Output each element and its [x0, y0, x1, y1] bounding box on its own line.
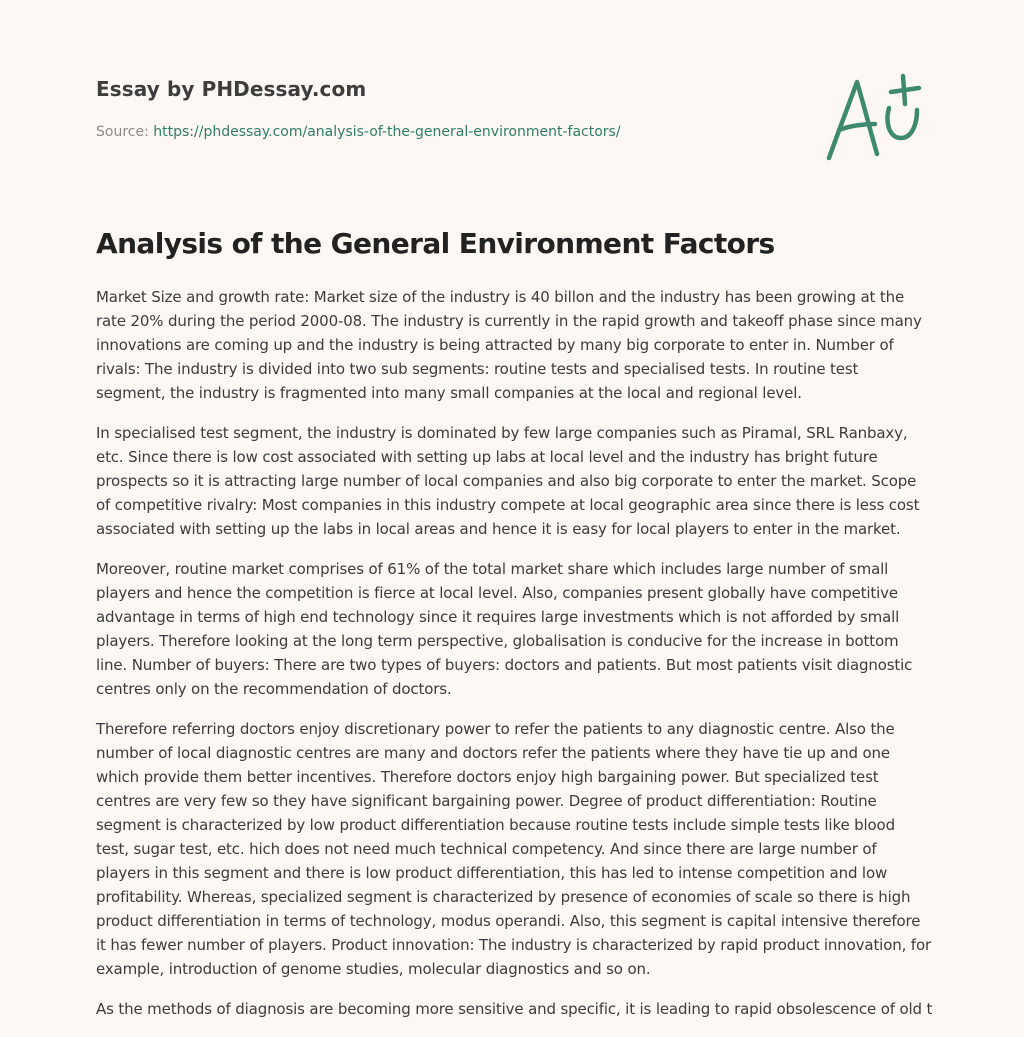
site-brand: Essay by PHDessay.com — [96, 77, 367, 101]
a-plus-logo-graphic — [825, 68, 925, 164]
paragraph: Market Size and growth rate: Market size of the industry is 40 billon and the industry has been growing at the rate 20% during the period 2000-08. The industry is currently in the rapid growth and takeoff phase since many innovations are coming up and the industry is being attracted by many big corporate to enter in. Number of rivals: The industry is divided into two sub segments: routine tests and specialised tests. In routine test segment, the industry is fragmented into many small companies at the local and regional level. — [96, 288, 922, 402]
source-label: Source: — [96, 124, 154, 140]
source-link[interactable]: https://phdessay.com/analysis-of-the-general-environment-factors/ — [153, 124, 621, 140]
paragraph: Moreover, routine market comprises of 61% of the total market share which includes large number of small players and hence the competition is fierce at local level. Also, companies present globally have competitive advantage in terms of high end technology since it requires large investments which is not afforded by small players. Therefore looking at the long term perspective, globalisation is conducive for the increase in bottom line. Number of buyers: There are two types of buyers: doctors and patients. But most patients visit diagnostic centres only on the recommendation of doctors. — [96, 560, 913, 698]
paragraph: In specialised test segment, the industry is dominated by few large companies such as Piramal, SRL Ranbaxy, etc. Since there is low cost associated with setting up labs at local level and the industry has bright future prospects so it is attracting large number of local companies and also big corporate to enter the market. Scope of competitive rivalry: Most companies in this industry compete at local geographic area since there is less cost associated with setting up the labs in local areas and hence it is easy for local players to enter in the market. — [96, 424, 920, 538]
paragraph: As the methods of diagnosis are becoming more sensitive and specific, it is leading to rapid obsolescence of old t — [96, 1000, 932, 1018]
article-body — [96, 285, 932, 1037]
paragraph: Therefore referring doctors enjoy discretionary power to refer the patients to any diagnostic centre. Also the number of local diagnostic centres are many and doctors refer the patients where they have tie up and one which provide them better incentives. Therefore doctors enjoy high bargaining power. But specialized test centres are very few so they have significant bargaining power. Degree of product differentiation: Routine segment is characterized by low product differentiation because routine tests include simple tests like blood test, sugar test, etc. hich does not need much technical competency. And since there are large number of players in this segment and there is low product differentiation, this has led to intense competition and low profitability. Whereas, specialized segment is characterized by presence of economies of scale so there is high product differentiation in terms of technology, modus operandi. Also, this segment is capital intensive therefore it has fewer number of players. Product innovation: The industry is characterized by rapid product innovation, for example, introduction of genome studies, molecular diagnostics and so on. — [96, 720, 931, 978]
article-title: Analysis of the General Environment Factors — [96, 227, 775, 260]
source-line — [96, 124, 621, 140]
a-plus-logo-icon — [825, 68, 925, 164]
